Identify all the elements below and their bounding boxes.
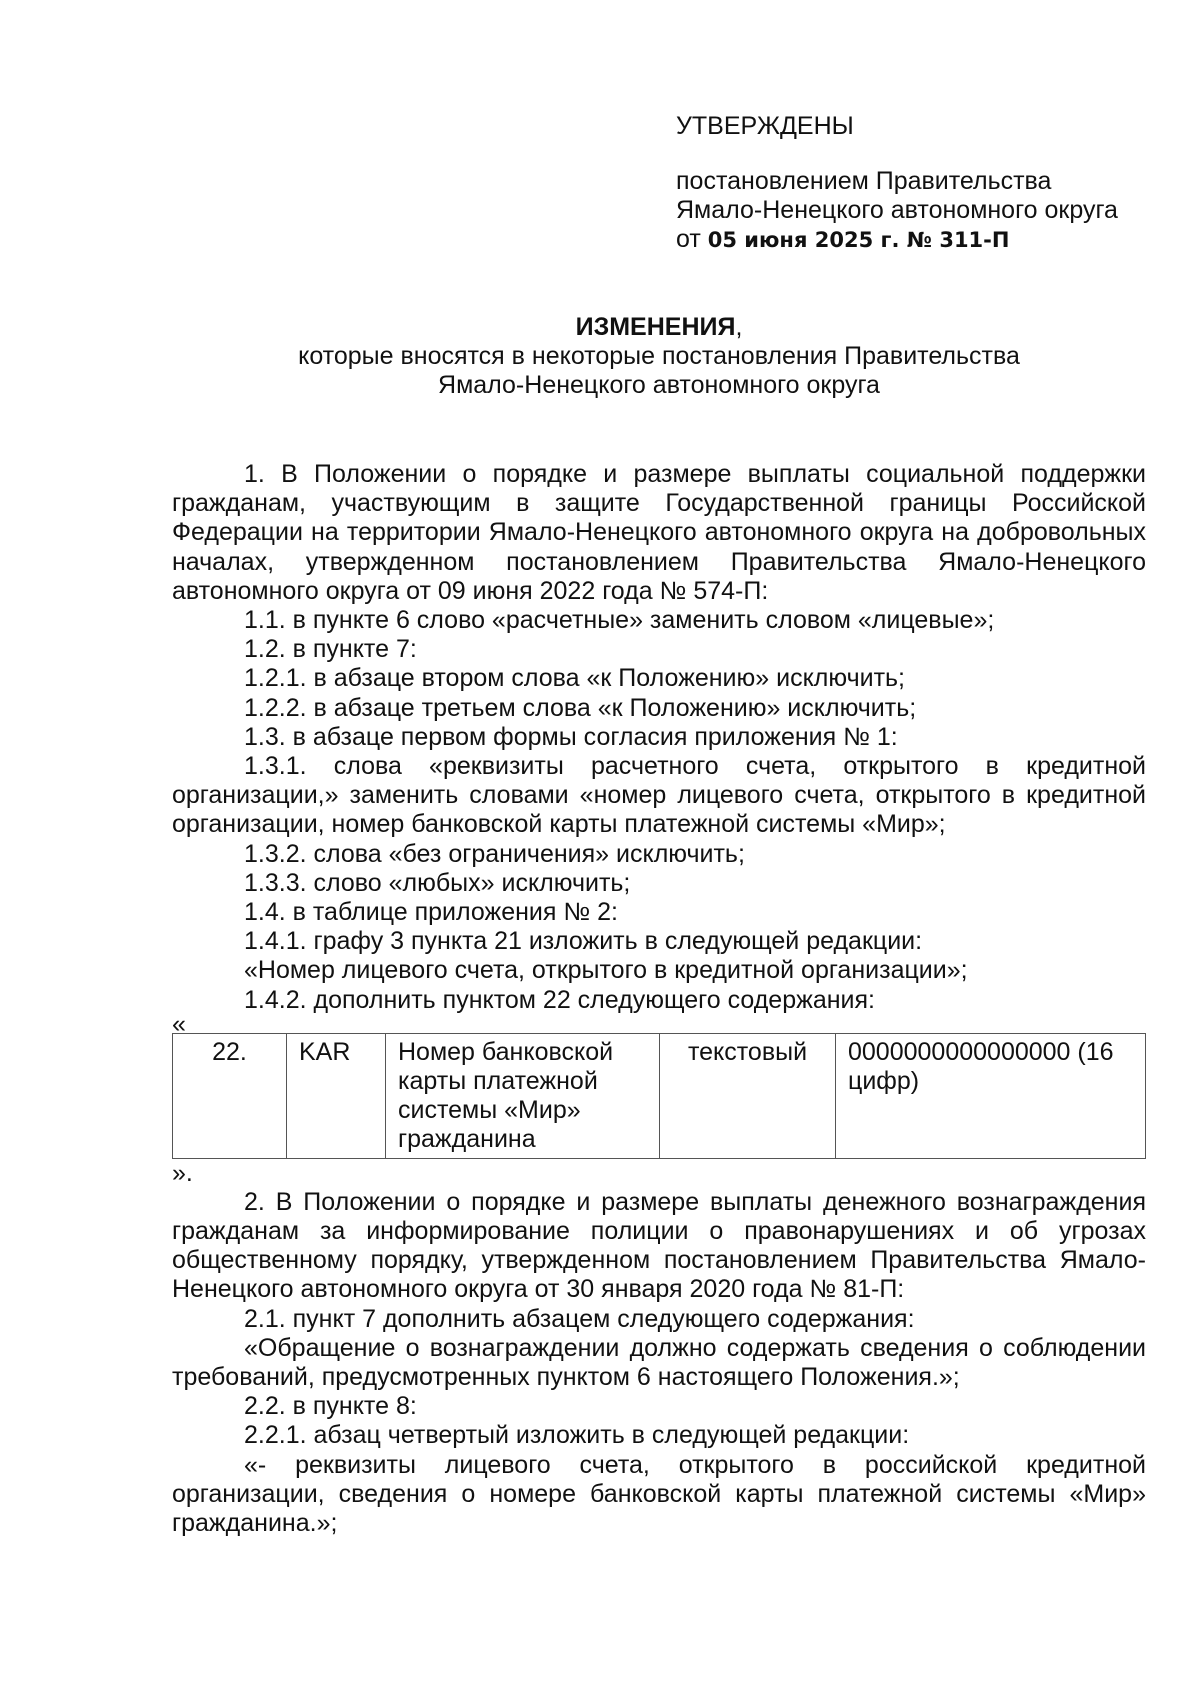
title-line-2: Ямало-Ненецкого автономного округа (438, 371, 880, 399)
title-main-line (172, 313, 1146, 342)
clause-1-2: 1.2. в пункте 7: (244, 635, 417, 664)
inserted-table (172, 1033, 1146, 1159)
table-quote-open: « (172, 1009, 186, 1038)
approval-block (676, 112, 1176, 255)
clause-1-3-3: 1.3.3. слово «любых» исключить; (244, 868, 631, 897)
approval-date-line (676, 225, 1176, 255)
approval-line-1: постановлением Правительства (676, 167, 1052, 195)
document-title (172, 313, 1146, 400)
table-quote-close: ». (172, 1158, 193, 1187)
clause-1-4: 1.4. в таблице приложения № 2: (244, 898, 618, 927)
cell-format: 0000000000000000 (16 цифр) (836, 1033, 1146, 1158)
clause-1-4-1-quote: «Номер лицевого счета, открытого в кредитной организации»; (244, 956, 968, 985)
clause-1-3: 1.3. в абзаце первом формы согласия приложения № 1: (244, 722, 898, 751)
clause-1-4-1: 1.4.1. графу 3 пункта 21 изложить в следующей редакции: (244, 927, 923, 956)
approval-line-2: Ямало-Ненецкого автономного округа (676, 196, 1118, 224)
cell-number: 22. (173, 1033, 287, 1158)
clause-2-2-1: 2.2.1. абзац четвертый изложить в следующей редакции: (244, 1421, 910, 1450)
approval-heading: УТВЕРЖДЕНЫ (676, 112, 854, 140)
clause-2-1: 2.1. пункт 7 дополнить абзацем следующего содержания: (244, 1304, 915, 1333)
clause-2-2-1-quote: «- реквизиты лицевого счета, открытого в российской кредитной организации, сведения о номере банковской карты платежной системы «Мир» гражданина.»; (172, 1450, 1146, 1538)
clause-2-2: 2.2. в пункте 8: (244, 1392, 417, 1421)
approval-date-prefix: от (676, 225, 701, 253)
clause-1-3-1: 1.3.1. слова «реквизиты расчетного счета, открытого в кредитной организации,» заменить словами «номер лицевого счета, открытого в кредитной организации, номер банковской карты платежной системы «Мир»; (172, 752, 1146, 839)
clause-1-4-2: 1.4.2. дополнить пунктом 22 следующего содержания: (244, 985, 875, 1014)
title-main-suffix: , (735, 313, 743, 341)
title-line-1: которые вносятся в некоторые постановления Правительства (298, 342, 1020, 370)
decree-number: 05 июня 2025 г. № 311-П (707, 228, 1010, 252)
clause-1-2-2: 1.2.2. в абзаце третьем слова «к Положению» исключить; (244, 693, 917, 722)
cell-type: текстовый (660, 1033, 836, 1158)
clause-2-1-quote: «Обращение о вознаграждении должно содержать сведения о соблюдении требований, предусмотренных пунктом 6 настоящего Положения.»; (172, 1333, 1146, 1392)
cell-code: KAR (287, 1033, 386, 1158)
section-2-intro: 2. В Положении о порядке и размере выплаты денежного вознаграждения гражданам за информирование полиции о правонарушениях и об угрозах общественному порядку, утвержденном постановлением Правительства Ямало-Ненецкого автономного округа от 30 января 2020 года № 81-П: (172, 1187, 1146, 1304)
section-1-intro: 1. В Положении о порядке и размере выплаты социальной поддержки гражданам, участвующим в защите Государственной границы Российской Федерации на территории Ямало-Ненецкого автономного округа на добровольных началах, утвержденном постановлением Правительства Ямало-Ненецкого автономного округа от 09 июня 2022 года № 574-П: (172, 460, 1146, 605)
cell-name: Номер банковской карты платежной системы «Мир» гражданина (386, 1033, 660, 1158)
table-row (173, 1033, 1146, 1158)
clause-1-1: 1.1. в пункте 6 слово «расчетные» заменить словом «лицевые»; (244, 606, 995, 635)
title-main: ИЗМЕНЕНИЯ (575, 313, 736, 341)
document-body (172, 460, 1146, 1538)
clause-1-3-2: 1.3.2. слова «без ограничения» исключить; (244, 839, 745, 868)
clause-1-2-1: 1.2.1. в абзаце втором слова «к Положению» исключить; (244, 664, 905, 693)
